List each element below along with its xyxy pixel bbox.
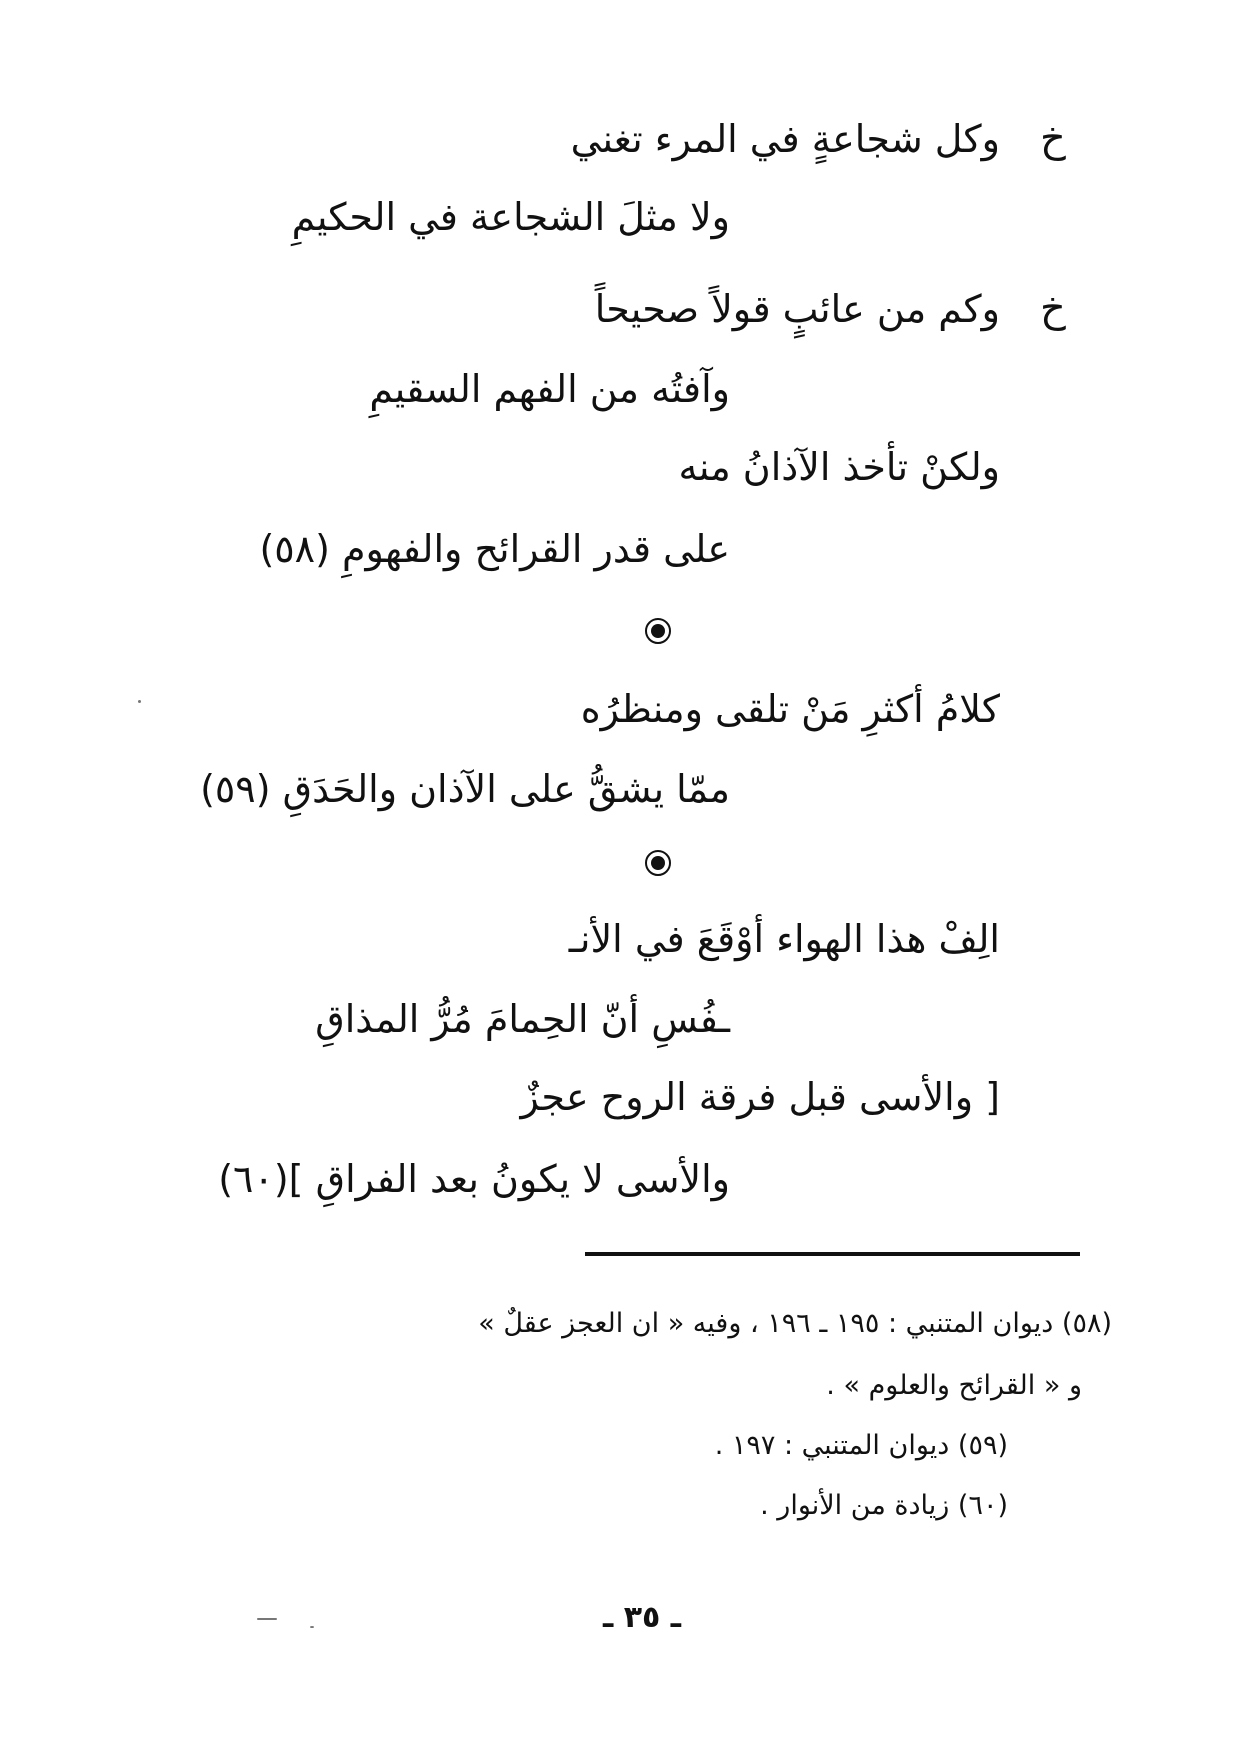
footnote-60: (٦٠) زيادة من الأنوار .: [760, 1490, 1008, 1521]
scan-speck: [257, 1618, 277, 1620]
footnote-59: (٥٩) ديوان المتنبي : ١٩٧ .: [714, 1430, 1008, 1461]
verse-line: ولكنْ تأخذ الآذانُ منه: [678, 445, 1000, 489]
footnote-58-continued: و « القرائح والعلوم » .: [826, 1370, 1082, 1401]
scan-speck: [310, 1626, 314, 1628]
verse-line: ممّا يشقُّ على الآذان والحَدَقِ (٥٩): [200, 767, 730, 811]
footnote-rule: [585, 1252, 1080, 1256]
scan-speck: [138, 700, 141, 703]
verse-line: والأسى لا يكونُ بعد الفراقِ ](٦٠): [218, 1157, 730, 1201]
verse-line: على قدر القرائح والفهومِ (٥٨): [259, 527, 730, 571]
verse-line: ولا مثلَ الشجاعة في الحكيمِ: [291, 195, 730, 239]
verse-line: [ والأسى قبل فرقة الروح عجزٌ: [520, 1075, 1000, 1119]
verse-line: وكم من عائبٍ قولاً صحيحاً: [594, 287, 1000, 331]
verse-line: كلامُ أكثرِ مَنْ تلقى ومنظرُه: [580, 687, 1000, 731]
verse-line: الِفْ هذا الهواء أوْقَعَ في الأنـ: [568, 917, 1000, 961]
verse-line: وكل شجاعةٍ في المرء تغني: [570, 117, 1000, 161]
separator-dot: [645, 850, 671, 876]
verse-line: ـفُسِ أنّ الحِمامَ مُرُّ المذاقِ: [315, 997, 730, 1041]
footnote-58: (٥٨) ديوان المتنبي : ١٩٥ ـ ١٩٦ ، وفيه « ان العجز عقلٌ »: [478, 1308, 1112, 1339]
verse-marker: خ: [1040, 285, 1066, 331]
verse-marker: خ: [1040, 115, 1066, 161]
separator-dot: [645, 618, 671, 644]
verse-line: وآفتُه من الفهم السقيمِ: [369, 367, 730, 411]
page-number: ـ ٣٥ ـ: [603, 1600, 682, 1635]
